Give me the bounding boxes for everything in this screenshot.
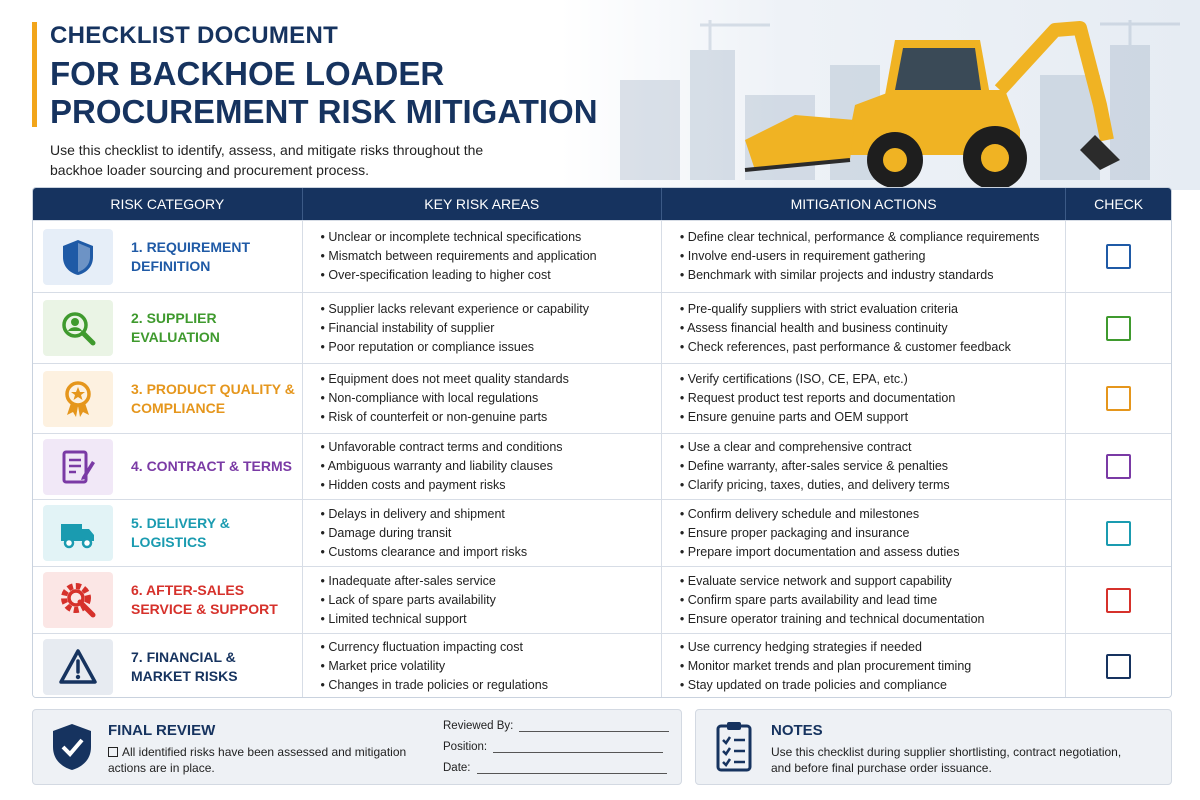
- key-risk-areas-cell: [303, 221, 662, 292]
- action-item: • Ensure proper packaging and insurance: [680, 524, 1065, 543]
- category-icon-box: [43, 572, 113, 628]
- action-item: • Request product test reports and documentation: [680, 389, 1065, 408]
- risk-item: • Market price volatility: [321, 657, 661, 676]
- risk-category-cell: [33, 221, 303, 292]
- gear-wrench-icon: [58, 580, 98, 620]
- check-cell: [1066, 634, 1171, 698]
- risk-item: • Changes in trade policies or regulations: [321, 676, 661, 695]
- key-risk-areas-cell: [303, 634, 662, 698]
- header-risk-category: RISK CATEGORY: [33, 188, 303, 220]
- risk-category-label: 2. SUPPLIER EVALUATION: [131, 310, 220, 345]
- final-review-statement: [108, 744, 408, 776]
- position-label: Position:: [443, 741, 488, 753]
- category-icon-box: [43, 300, 113, 356]
- table-row: [33, 633, 1171, 698]
- check-checkbox[interactable]: [1106, 316, 1131, 341]
- category-icon-box: [43, 371, 113, 427]
- risk-item: • Delays in delivery and shipment: [321, 505, 661, 524]
- date-field[interactable]: [443, 762, 667, 774]
- shield-icon: [58, 237, 98, 277]
- risk-category-label: 7. FINANCIAL & MARKET RISKS: [131, 648, 238, 684]
- table-row: [33, 499, 1171, 566]
- risk-item: • Supplier lacks relevant experience or capability: [321, 300, 661, 319]
- check-cell: [1066, 364, 1171, 433]
- position-line: [493, 742, 663, 753]
- risk-category-cell: [33, 567, 303, 633]
- check-checkbox[interactable]: [1106, 588, 1131, 613]
- risk-item: • Inadequate after-sales service: [321, 572, 661, 591]
- risk-item: • Damage during transit: [321, 524, 661, 543]
- risk-item: • Non-compliance with local regulations: [321, 389, 661, 408]
- risk-item: • Lack of spare parts availability: [321, 591, 661, 610]
- notes-text: Use this checklist during supplier shortlisting, contract negotiation, and before final purchase order issuance.: [771, 745, 1122, 775]
- date-line: [477, 763, 667, 774]
- category-icon-box: [43, 439, 113, 495]
- risk-category-cell: [33, 364, 303, 433]
- check-checkbox[interactable]: [1106, 244, 1131, 269]
- risk-item: • Customs clearance and import risks: [321, 543, 661, 562]
- check-checkbox[interactable]: [1106, 454, 1131, 479]
- reviewed-by-line: [519, 721, 669, 732]
- final-review-panel: [32, 709, 682, 785]
- mitigation-actions-cell: [662, 634, 1066, 698]
- risk-item: • Mismatch between requirements and application: [321, 247, 661, 266]
- risk-category-label: 4. CONTRACT & TERMS: [131, 458, 292, 474]
- action-item: • Evaluate service network and support capability: [680, 572, 1065, 591]
- document-subtitle: Use this checklist to identify, assess, and mitigate risks throughout the backhoe loader sourcing and procurement process.: [50, 142, 484, 178]
- risk-item: • Poor reputation or compliance issues: [321, 338, 661, 357]
- mitigation-actions-cell: [662, 364, 1066, 433]
- header-mitigation-actions: MITIGATION ACTIONS: [662, 188, 1066, 220]
- table-row: [33, 292, 1171, 363]
- key-risk-areas-cell: [303, 293, 662, 363]
- risk-item: • Ambiguous warranty and liability clauses: [321, 457, 661, 476]
- action-item: • Clarify pricing, taxes, duties, and delivery terms: [680, 476, 1065, 495]
- notes-panel: [695, 709, 1172, 785]
- header-check: CHECK: [1094, 196, 1144, 212]
- magnifier-person-icon: [58, 308, 98, 348]
- check-checkbox[interactable]: [1106, 386, 1131, 411]
- award-badge-icon: [58, 379, 98, 419]
- action-item: • Involve end-users in requirement gathering: [680, 247, 1065, 266]
- risk-item: • Equipment does not meet quality standards: [321, 370, 661, 389]
- check-cell: [1066, 567, 1171, 633]
- risk-checklist-table: [32, 187, 1172, 698]
- action-item: • Define warranty, after-sales service & penalties: [680, 457, 1065, 476]
- key-risk-areas-cell: [303, 364, 662, 433]
- check-checkbox[interactable]: [1106, 521, 1131, 546]
- key-risk-areas-cell: [303, 500, 662, 566]
- check-checkbox[interactable]: [1106, 654, 1131, 679]
- risk-category-label: 1. REQUIREMENT DEFINITION: [131, 238, 251, 274]
- action-item: • Stay updated on trade policies and compliance: [680, 676, 1065, 695]
- header-key-risk-areas: KEY RISK AREAS: [303, 188, 662, 220]
- risk-category-cell: [33, 500, 303, 566]
- risk-category-cell: [33, 434, 303, 499]
- title-accent-bar: [32, 22, 37, 127]
- risk-category-label: 3. PRODUCT QUALITY & COMPLIANCE: [131, 380, 295, 416]
- action-item: • Monitor market trends and plan procurement timing: [680, 657, 1065, 676]
- risk-item: • Limited technical support: [321, 610, 661, 629]
- backhoe-loader-image: [735, 10, 1135, 190]
- action-item: • Use currency hedging strategies if needed: [680, 638, 1065, 657]
- mitigation-actions-cell: [662, 434, 1066, 499]
- date-label: Date:: [443, 762, 471, 774]
- check-cell: [1066, 500, 1171, 566]
- reviewed-by-field[interactable]: [443, 720, 669, 732]
- risk-category-cell: [33, 293, 303, 363]
- risk-item: • Risk of counterfeit or non-genuine parts: [321, 408, 661, 427]
- document-title-line1: CHECKLIST DOCUMENT: [50, 22, 339, 49]
- check-cell: [1066, 293, 1171, 363]
- risk-item: • Unfavorable contract terms and conditions: [321, 438, 661, 457]
- final-review-title: FINAL REVIEW: [108, 722, 216, 739]
- table-row: [33, 433, 1171, 499]
- check-cell: [1066, 221, 1171, 292]
- final-review-text: All identified risks have been assessed and mitigation actions are in place.: [108, 745, 407, 775]
- category-icon-box: [43, 639, 113, 695]
- shield-check-icon: [51, 722, 93, 772]
- notes-title: NOTES: [771, 722, 823, 739]
- mitigation-actions-cell: [662, 221, 1066, 292]
- risk-item: • Unclear or incomplete technical specifications: [321, 228, 661, 247]
- mitigation-actions-cell: [662, 500, 1066, 566]
- key-risk-areas-cell: [303, 434, 662, 499]
- check-cell: [1066, 434, 1171, 499]
- action-item: • Assess financial health and business continuity: [680, 319, 1065, 338]
- truck-icon: [58, 513, 98, 553]
- action-item: • Ensure genuine parts and OEM support: [680, 408, 1065, 427]
- document-title-line2: FOR BACKHOE LOADER PROCUREMENT RISK MITIGATION: [50, 55, 598, 130]
- category-icon-box: [43, 505, 113, 561]
- action-item: • Ensure operator training and technical documentation: [680, 610, 1065, 629]
- category-icon-box: [43, 229, 113, 285]
- action-item: • Verify certifications (ISO, CE, EPA, etc.): [680, 370, 1065, 389]
- risk-category-label: 5. DELIVERY & LOGISTICS: [131, 515, 230, 550]
- risk-item: • Financial instability of supplier: [321, 319, 661, 338]
- warning-icon: [58, 647, 98, 687]
- position-field[interactable]: [443, 741, 663, 753]
- final-review-checkbox[interactable]: [108, 747, 118, 757]
- risk-item: • Hidden costs and payment risks: [321, 476, 661, 495]
- reviewed-by-label: Reviewed By:: [443, 720, 514, 732]
- action-item: • Define clear technical, performance & compliance requirements: [680, 228, 1065, 247]
- risk-category-label: 6. AFTER-SALES SERVICE & SUPPORT: [131, 582, 278, 617]
- mitigation-actions-cell: [662, 567, 1066, 633]
- action-item: • Confirm delivery schedule and milestones: [680, 505, 1065, 524]
- table-header-row: [33, 188, 1171, 220]
- key-risk-areas-cell: [303, 567, 662, 633]
- action-item: • Prepare import documentation and assess duties: [680, 543, 1065, 562]
- action-item: • Confirm spare parts availability and lead time: [680, 591, 1065, 610]
- contract-edit-icon: [58, 447, 98, 487]
- mitigation-actions-cell: [662, 293, 1066, 363]
- risk-item: • Over-specification leading to higher cost: [321, 266, 661, 285]
- table-row: [33, 566, 1171, 633]
- table-row: [33, 220, 1171, 292]
- action-item: • Check references, past performance & customer feedback: [680, 338, 1065, 357]
- action-item: • Pre-qualify suppliers with strict evaluation criteria: [680, 300, 1065, 319]
- risk-category-cell: [33, 634, 303, 698]
- action-item: • Use a clear and comprehensive contract: [680, 438, 1065, 457]
- risk-item: • Currency fluctuation impacting cost: [321, 638, 661, 657]
- action-item: • Benchmark with similar projects and industry standards: [680, 266, 1065, 285]
- clipboard-checklist-icon: [716, 720, 752, 772]
- table-row: [33, 363, 1171, 433]
